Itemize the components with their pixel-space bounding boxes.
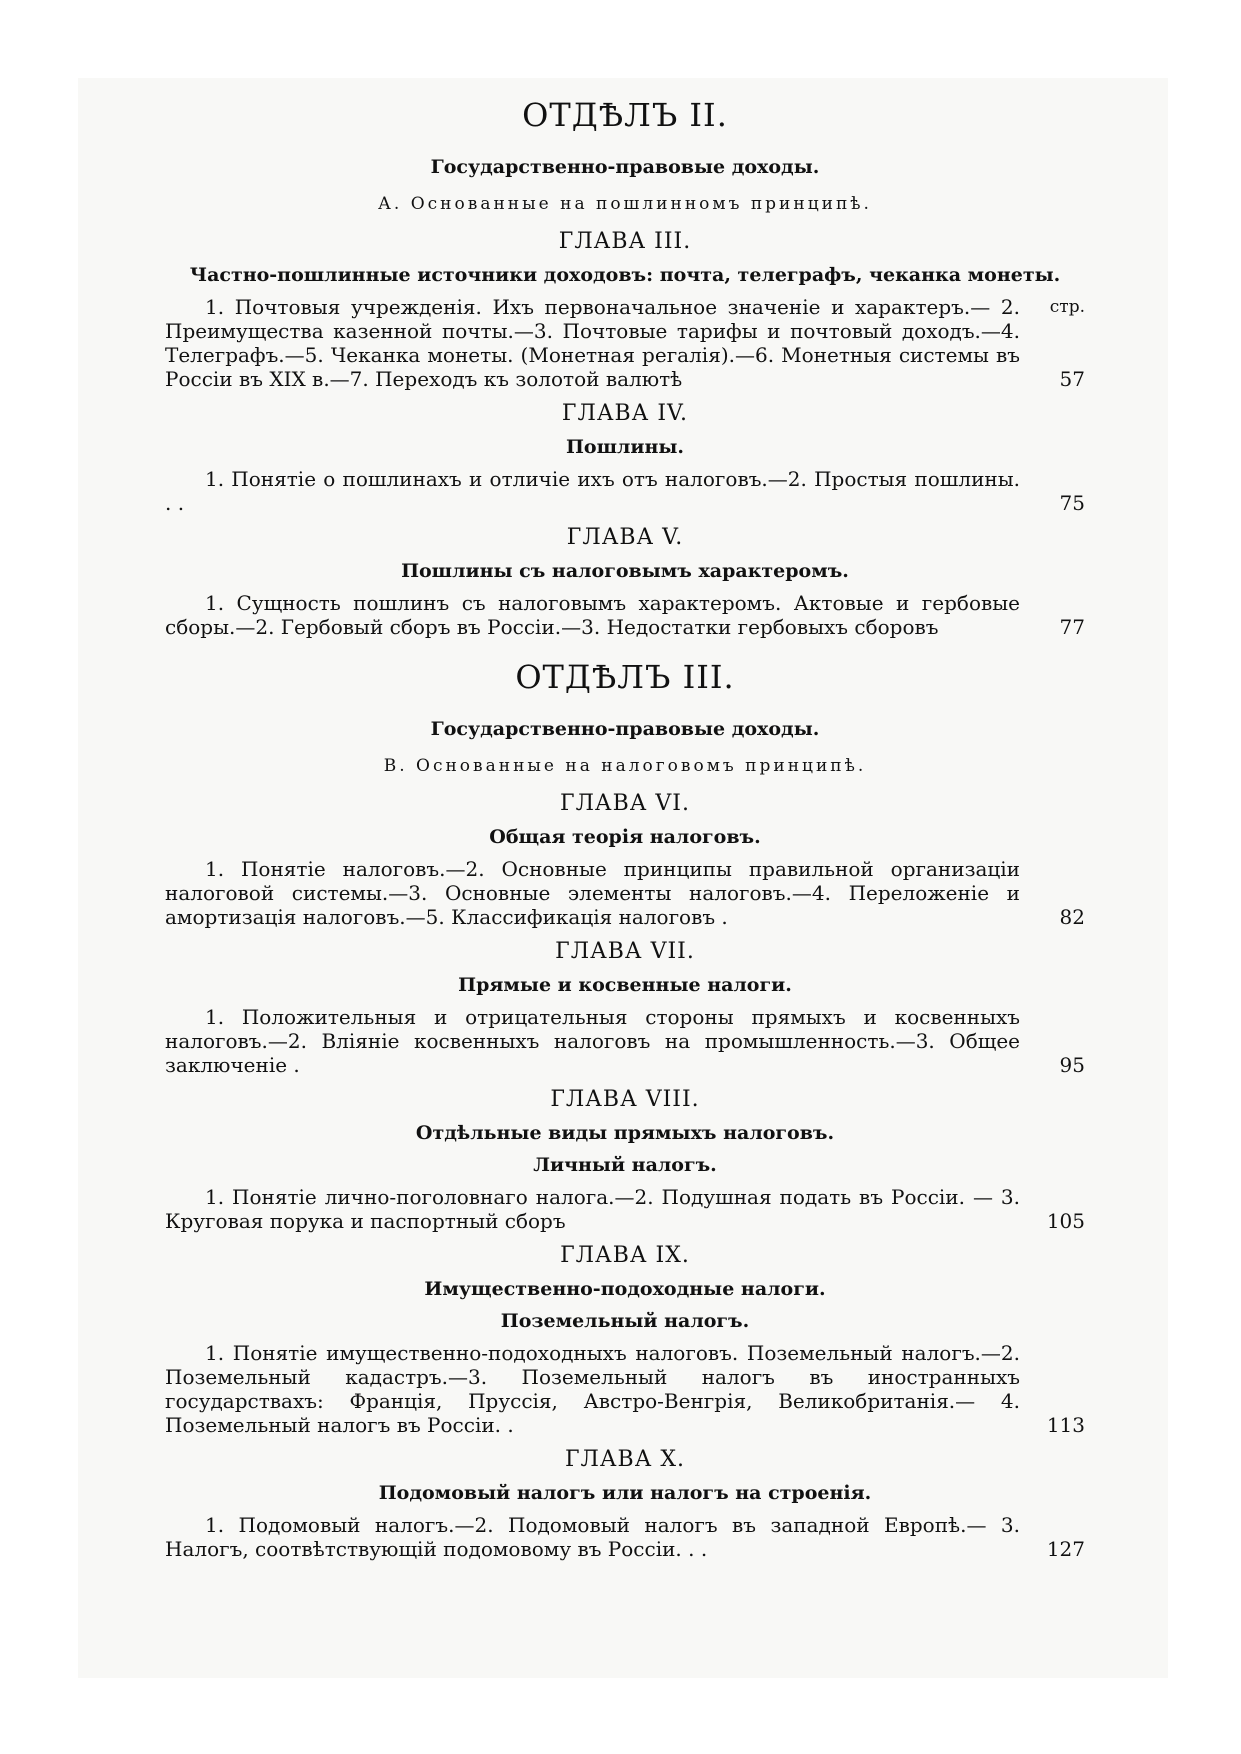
chapter-label: ГЛАВА VI. [560, 791, 690, 816]
chapter-title: Пошлины. [565, 436, 685, 458]
chapter-subtitle: Поземельный налогъ. [500, 1310, 750, 1332]
chapter-summary: 1. Понятіе лично-поголовнаго налога.—2. Подушная подать въ Россіи. — 3. Круговая порука и паспортный сборъ [165, 1185, 1020, 1233]
chapter-entry [165, 857, 1085, 929]
chapter-label: ГЛАВА V. [566, 525, 684, 550]
section-heading: ОТДѢЛЪ III. [515, 658, 735, 696]
chapter-entry [165, 1005, 1085, 1077]
page-number: 105 [1046, 1209, 1085, 1233]
chapter-label: ГЛАВА VIII. [550, 1087, 700, 1112]
chapter-subtitle: Личный налогъ. [533, 1154, 717, 1176]
chapter-title: Прямые и косвенные налоги. [458, 974, 792, 996]
chapter-summary: 1. Почтовыя учрежденія. Ихъ первоначальное значеніе и характеръ.— 2. Преимущества казенной почты.—3. Почтовые тарифы и почтовый доходъ.—4. Телеграфъ.—5. Чеканка монеты. (Монетная регалія).—6. Монетныя системы въ Россіи въ XIX в.—7. Переходъ къ золотой валютѣ [165, 295, 1020, 391]
page-number: 127 [1046, 1537, 1085, 1561]
chapter-entry [165, 467, 1085, 515]
chapter-label: ГЛАВА IX. [560, 1243, 690, 1268]
page-column-label: стр. [1049, 297, 1085, 317]
chapter-summary: 1. Понятіе налоговъ.—2. Основные принципы правильной организаціи налоговой системы.—3. Основные элементы налоговъ.—4. Переложеніе и амортизація налоговъ.—5. Классификація налоговъ . [165, 857, 1020, 929]
section-heading: ОТДѢЛЪ II. [522, 96, 728, 134]
chapter-title: Отдѣльные виды прямыхъ налоговъ. [415, 1122, 835, 1144]
chapter-summary: 1. Сущность пошлинъ съ налоговымъ характеромъ. Актовые и гербовые сборы.—2. Гербовый сборъ въ Россіи.—3. Недостатки гербовыхъ сборовъ [165, 591, 1020, 639]
chapter-summary: 1. Подомовый налогъ.—2. Подомовый налогъ въ западной Европѣ.— 3. Налогъ, соотвѣтствующій подомовому въ Россіи. . . [165, 1513, 1020, 1561]
chapter-entry [165, 1185, 1085, 1233]
chapter-entry [165, 1341, 1085, 1437]
chapter-summary: 1. Понятіе имущественно-подоходныхъ налоговъ. Поземельный налогъ.—2. Поземельный кадастръ.—3. Поземельный налогъ въ иностранныхъ государствахъ: Франція, Пруссія, Австро-Венгрія, Великобританія.— 4. Поземельный налогъ въ Россіи. . [165, 1341, 1020, 1437]
page-number: 57 [1059, 367, 1085, 391]
page-number: 113 [1046, 1413, 1085, 1437]
chapter-summary: 1. Положительныя и отрицательныя стороны прямыхъ и косвенныхъ налоговъ.—2. Вліяніе косвенныхъ налоговъ на промышленность.—3. Общее заключеніе . [165, 1005, 1020, 1077]
section-principle: А. Основанные на пошлинномъ принципѣ. [378, 194, 872, 214]
chapter-entry [165, 295, 1085, 391]
chapter-label: ГЛАВА IV. [561, 401, 689, 426]
chapter-title: Пошлины съ налоговымъ характеромъ. [401, 560, 849, 582]
chapter-entry [165, 1513, 1085, 1561]
page-number: 75 [1059, 491, 1085, 515]
chapter-title: Частно-пошлинные источники доходовъ: почта, телеграфъ, чеканка монеты. [189, 264, 1061, 286]
chapter-label: ГЛАВА III. [558, 229, 692, 254]
section-principle: В. Основанные на налоговомъ принципѣ. [383, 756, 867, 776]
chapter-entry [165, 591, 1085, 639]
chapter-title: Общая теорія налоговъ. [489, 826, 761, 848]
page-number: 77 [1059, 615, 1085, 639]
chapter-summary: 1. Понятіе о пошлинахъ и отличіе ихъ отъ налоговъ.—2. Простыя пошлины. . . [165, 467, 1020, 515]
chapter-label: ГЛАВА VII. [555, 939, 695, 964]
section-subtitle: Государственно-правовые доходы. [430, 156, 820, 178]
chapter-title: Подомовый налогъ или налогъ на строенія. [378, 1482, 872, 1504]
chapter-label: ГЛАВА X. [564, 1447, 686, 1472]
chapter-title: Имущественно-подоходные налоги. [424, 1278, 826, 1300]
table-of-contents [165, 95, 1085, 1571]
section-subtitle: Государственно-правовые доходы. [430, 718, 820, 740]
page-number: 95 [1059, 1053, 1085, 1077]
page-number: 82 [1059, 905, 1085, 929]
